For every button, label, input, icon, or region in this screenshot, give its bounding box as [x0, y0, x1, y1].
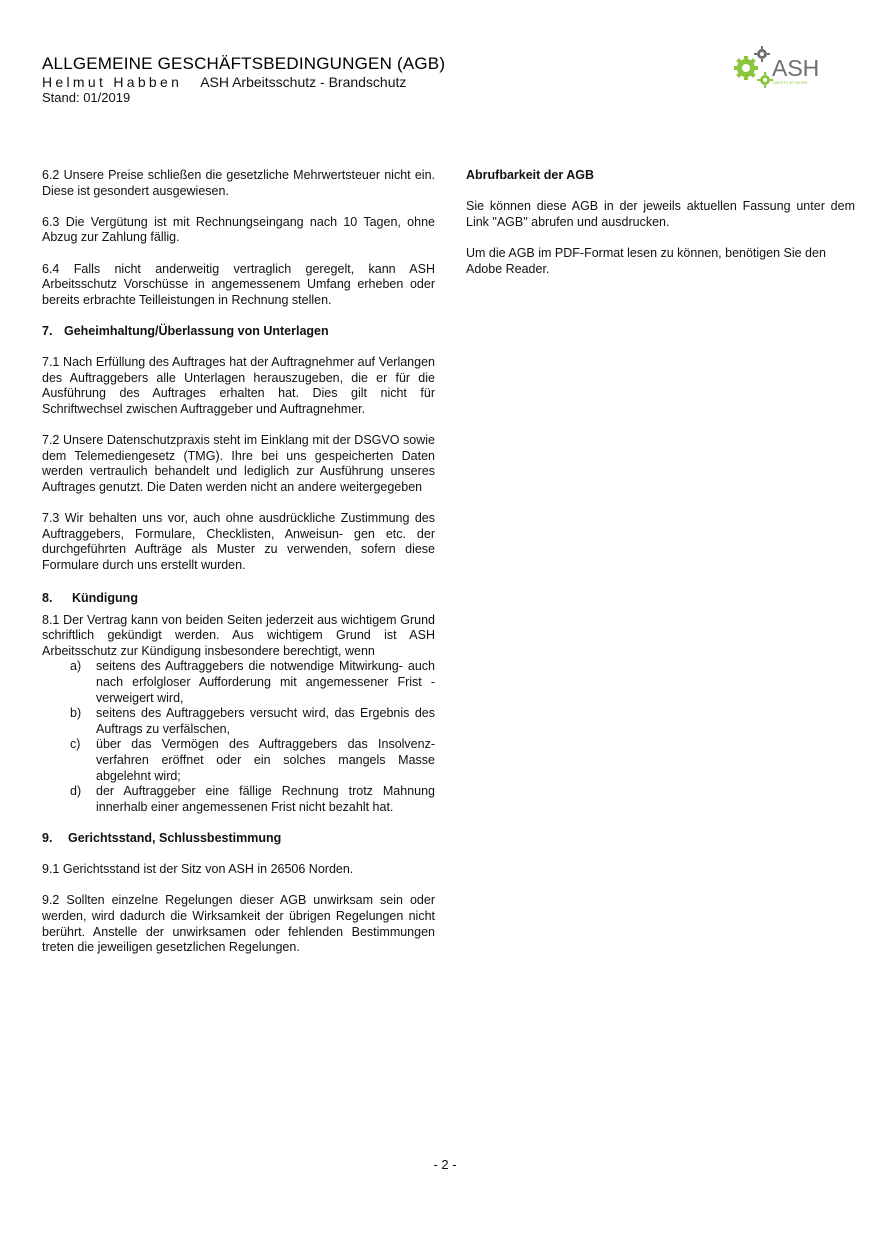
list-text: über das Vermögen des Auftraggebers das Insolvenz- verfahren eröffnet oder ein solches mangels Masse abgelehnt wird;: [96, 737, 435, 783]
clause-7-2: 7.2 Unsere Datenschutzpraxis steht im Einklang mit der DSGVO sowie dem Telemediengesetz (TMG). Ihre bei uns gespeicherten Daten werden vertraulich behandelt und lediglich zur Ausführung unseres Auftrages genutzt. Die Daten werden nicht an andere weitergegeben: [42, 433, 435, 494]
logo-tagline: SAFETY AT WORK: [773, 80, 808, 85]
list-marker: c): [70, 737, 81, 752]
list-marker: b): [70, 706, 82, 721]
document-title: ALLGEMEINE GESCHÄFTSBEDINGUNGEN (AGB): [42, 54, 446, 73]
clause-6-4: 6.4 Falls nicht anderweitig vertraglich geregelt, kann ASH Arbeitsschutz Vorschüsse in angemessenem Umfang erheben oder bereits erbrachte Teilleistungen in Rechnung stellen.: [42, 261, 435, 307]
section-9-heading: [42, 831, 435, 847]
clause-8-1: 8.1 Der Vertrag kann von beiden Seiten jederzeit aus wichtigem Grund schriftlich gekündigt werden. Aus wichtigem Grund ist ASH Arbeitsschutz zur Kündigung insbesondere berechtigt, wenn: [42, 612, 435, 658]
list-item: [42, 737, 435, 784]
section-title: Gerichtsstand, Schlussbestimmung: [68, 830, 282, 845]
author-name: Helmut Habben: [42, 74, 183, 90]
document-date: Stand: 01/2019: [42, 90, 131, 105]
document-subtitle: [42, 74, 445, 90]
clause-9-1: 9.1 Gerichtsstand ist der Sitz von ASH in 26506 Norden.: [42, 862, 354, 877]
logo-text: ASH: [772, 55, 820, 81]
section-title: Geheimhaltung/Überlassung von Unterlagen: [64, 323, 329, 338]
left-column: [42, 168, 435, 956]
pdf-reader-note: Um die AGB im PDF-Format lesen zu können, benötigen Sie den Adobe Reader.: [466, 245, 826, 276]
agb-availability-heading: Abrufbarkeit der AGB: [466, 168, 595, 182]
list-item: [42, 659, 435, 706]
right-column: [466, 168, 855, 277]
list-item: [42, 784, 435, 815]
clause-7-1: 7.1 Nach Erfüllung des Auftrages hat der Auftragnehmer auf Verlangen des Auftraggebers alle Unterlagen herauszugeben, die er für die Ausführung des Auftrages erhalten hat. Dies gilt nicht für Schriftwechsel zwischen Auftraggeber und Auftragnehmer.: [42, 355, 435, 416]
company-name: ASH Arbeitsschutz - Brandschutz: [200, 74, 407, 90]
termination-reasons-list: [42, 659, 435, 815]
section-7-heading: [42, 324, 435, 340]
clause-9-2: 9.2 Sollten einzelne Regelungen dieser AGB unwirksam sein oder werden, wird dadurch die Wirksamkeit der übrigen Regelungen nicht berührt. Anstelle der unwirksamen oder fehlenden Bestimmungen treten die jeweiligen gesetzlichen Regelungen.: [42, 893, 435, 955]
ash-logo: [732, 44, 828, 94]
page-number: - 2 -: [433, 1157, 457, 1172]
gear-icon: [732, 44, 828, 94]
clause-6-2: 6.2 Unsere Preise schließen die gesetzliche Mehrwertsteuer nicht ein. Diese ist gesondert ausgewiesen.: [42, 168, 435, 198]
list-text: der Auftraggeber eine fällige Rechnung trotz Mahnung innerhalb einer angemessenen Frist nicht bezahlt hat.: [96, 784, 435, 814]
list-item: [42, 706, 435, 737]
section-title: Kündigung: [72, 591, 138, 606]
list-text: seitens des Auftraggebers versucht wird, das Ergebnis des Auftrags zu verfälschen,: [96, 706, 435, 736]
list-marker: d): [70, 784, 82, 799]
section-number: 8.: [42, 591, 53, 606]
section-number: 7.: [42, 323, 53, 338]
document-header: [42, 54, 445, 106]
clause-7-3: 7.3 Wir behalten uns vor, auch ohne ausdrückliche Zustimmung des Auftraggebers, Formulare, Checklisten, Anweisun- gen etc. der durchgeführten Aufträge als Muster zu verwenden, sofern diese Formulare durch uns erstellt wurden.: [42, 511, 435, 572]
list-marker: a): [70, 659, 82, 674]
section-8-heading: [42, 591, 435, 607]
list-text: seitens des Auftraggebers die notwendige Mitwirkung- auch nach erfolgloser Aufforderung mit angemessener Frist - verweigert wird,: [96, 659, 435, 705]
agb-availability-text: Sie können diese AGB in der jeweils aktuellen Fassung unter dem Link "AGB" abrufen und ausdrucken.: [466, 199, 855, 229]
clause-6-3: 6.3 Die Vergütung ist mit Rechnungseingang nach 10 Tagen, ohne Abzug zur Zahlung fällig.: [42, 214, 435, 245]
section-number: 9.: [42, 830, 53, 845]
